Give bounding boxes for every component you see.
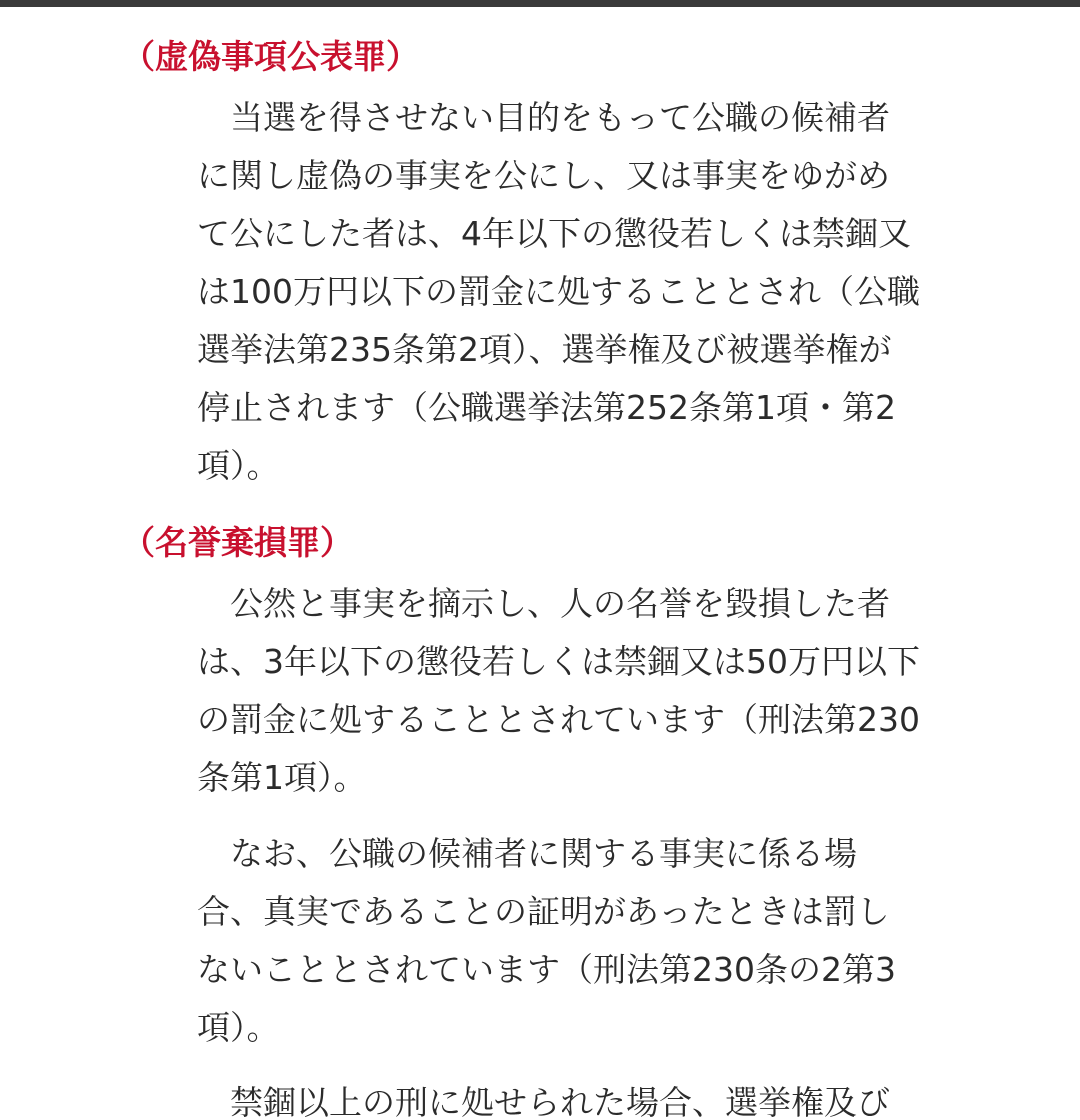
paragraph-line: の罰金に処することとされています（刑法第230 xyxy=(197,700,920,739)
paragraph-line: 停止されます（公職選挙法第252条第1項・第2 xyxy=(197,388,896,427)
paragraph-line: 当選を得させない目的をもって公職の候補者 xyxy=(197,98,890,137)
paragraph-line: 合、真実であることの証明があったときは罰し xyxy=(197,892,890,931)
paragraph-line: ないこととされています（刑法第230条の2第3 xyxy=(197,950,896,989)
paragraph-line: に関し虚偽の事実を公にし、又は事実をゆがめ xyxy=(197,156,890,195)
paragraph-line: て公にした者は、4年以下の懲役若しくは禁錮又 xyxy=(197,214,911,253)
paragraph-line: 公然と事実を摘示し、人の名誉を毀損した者 xyxy=(197,584,890,623)
section-heading-defamation: （名誉棄損罪） xyxy=(122,523,353,562)
paragraph-line: は100万円以下の罰金に処することとされ（公職 xyxy=(197,272,920,311)
paragraph-line: 項）。 xyxy=(197,1008,280,1047)
paragraph-line: 項）。 xyxy=(197,446,280,485)
paragraph-line: なお、公職の候補者に関する事実に係る場 xyxy=(197,834,857,873)
paragraph-line: 禁錮以上の刑に処せられた場合、選挙権及び xyxy=(197,1083,890,1120)
section-heading-false-publication: （虚偽事項公表罪） xyxy=(122,37,419,76)
paragraph-line: は、3年以下の懲役若しくは禁錮又は50万円以下 xyxy=(197,642,920,681)
paragraph-line: 選挙法第235条第2項）、選挙権及び被選挙権が xyxy=(197,330,892,369)
paragraph-line: 条第1項）。 xyxy=(197,758,367,797)
